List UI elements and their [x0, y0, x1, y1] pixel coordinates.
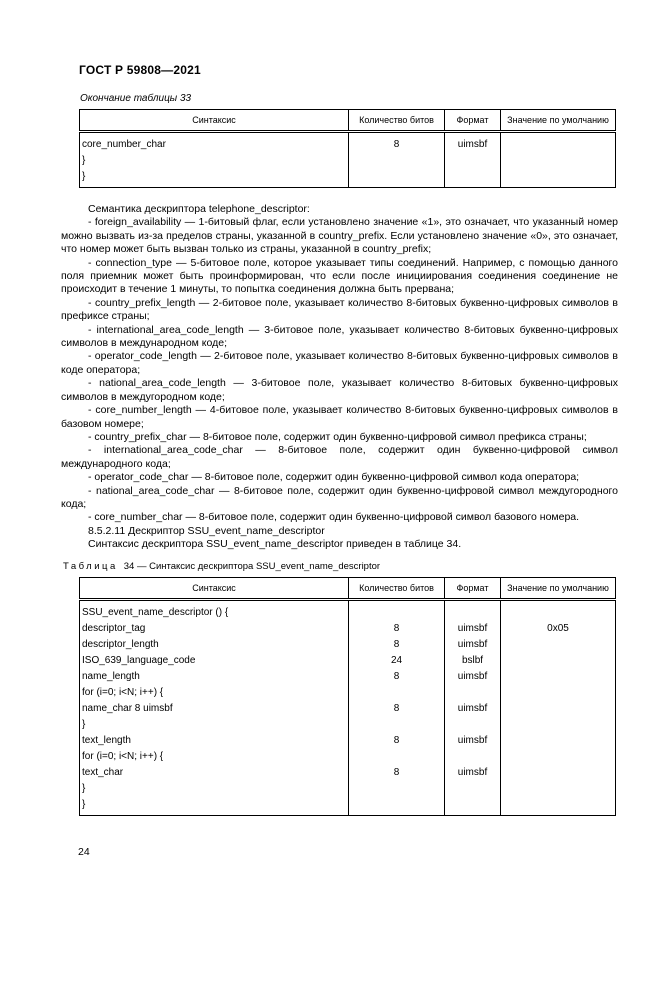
- table-row: [80, 717, 616, 733]
- table-row: [80, 733, 616, 749]
- paragraph: - operator_code_char — 8-битовое поле, содержит один буквенно-цифровой символ кода оператора;: [88, 471, 580, 484]
- bits-cell: 8: [349, 765, 445, 781]
- format-cell: uimsbf: [445, 132, 501, 154]
- bits-cell: 8: [349, 637, 445, 653]
- format-cell: [445, 153, 501, 169]
- format-cell: uimsbf: [445, 669, 501, 685]
- bits-cell: [349, 685, 445, 701]
- bits-cell: [349, 599, 445, 621]
- paragraph: 8.5.2.11 Дескриптор SSU_event_name_descriptor: [88, 524, 325, 537]
- syntax-cell: name_length: [80, 669, 349, 685]
- format-cell: [445, 599, 501, 621]
- default-cell: [501, 653, 616, 669]
- default-cell: [501, 733, 616, 749]
- format-cell: uimsbf: [445, 701, 501, 717]
- default-cell: [501, 153, 616, 169]
- syntax-cell: }: [80, 781, 349, 797]
- table-header-row: [80, 110, 616, 132]
- table-row: [80, 701, 616, 717]
- column-header-default: Значение по умолчанию: [501, 577, 616, 599]
- bits-cell: [349, 153, 445, 169]
- column-header-syntax: Синтаксис: [80, 577, 349, 599]
- syntax-cell: for (i=0; i<N; i++) {: [80, 749, 349, 765]
- table-34: [79, 577, 616, 816]
- table33-continuation-caption: Окончание таблицы 33: [80, 93, 192, 104]
- bits-cell: [349, 781, 445, 797]
- format-cell: [445, 169, 501, 188]
- table-row: [80, 669, 616, 685]
- bits-cell: 8: [349, 669, 445, 685]
- table-row: [80, 153, 616, 169]
- bits-cell: 8: [349, 621, 445, 637]
- document-header: ГОСТ Р 59808—2021: [79, 63, 201, 77]
- default-cell: [501, 765, 616, 781]
- paragraph: - country_prefix_char — 8-битовое поле, содержит один буквенно-цифровой символ префикса страны;: [88, 430, 587, 443]
- table-row: [80, 621, 616, 637]
- bits-cell: 8: [349, 701, 445, 717]
- paragraph: - core_number_char — 8-битовое поле, содержит один буквенно-цифровой символ базового номера.: [88, 511, 580, 524]
- table-row: [80, 637, 616, 653]
- syntax-cell: ISO_639_language_code: [80, 653, 349, 669]
- table-row: [80, 797, 616, 816]
- column-header-syntax: Синтаксис: [80, 110, 349, 132]
- syntax-cell: }: [80, 717, 349, 733]
- bits-cell: 8: [349, 733, 445, 749]
- format-cell: uimsbf: [445, 765, 501, 781]
- syntax-cell: core_number_char: [80, 132, 349, 154]
- format-cell: bslbf: [445, 653, 501, 669]
- default-cell: [501, 599, 616, 621]
- paragraph: - national_area_code_char — 8-битовое поле, содержит один буквенно-цифровой символ междугородного кода;: [61, 484, 618, 510]
- bits-cell: 24: [349, 653, 445, 669]
- paragraph: Семантика дескриптора telephone_descriptor:: [88, 203, 310, 215]
- default-cell: [501, 781, 616, 797]
- paragraph: - international_area_code_char — 8-битовое поле, содержит один буквенно-цифровой символ международного кода;: [61, 444, 618, 470]
- bits-cell: 8: [349, 132, 445, 154]
- default-cell: [501, 132, 616, 154]
- bits-cell: [349, 717, 445, 733]
- syntax-cell: descriptor_tag: [80, 621, 349, 637]
- format-cell: uimsbf: [445, 733, 501, 749]
- paragraph: - operator_code_length — 2-битовое поле, указывает количество 8-битовых буквенно-цифровых символов в коде оператора;: [61, 350, 618, 376]
- syntax-cell: for (i=0; i<N; i++) {: [80, 685, 349, 701]
- format-cell: [445, 749, 501, 765]
- syntax-cell: name_char 8 uimsbf: [80, 701, 349, 717]
- syntax-cell: text_length: [80, 733, 349, 749]
- column-header-bits: Количество битов: [349, 110, 445, 132]
- column-header-format: Формат: [445, 577, 501, 599]
- table-row: [80, 169, 616, 188]
- paragraph: - connection_type — 5-битовое поле, которое указывает типы соединений. Например, с помощью данного поля приемник может быть проинформирован, что если после инициирования соединения соединение не происходит в течение 1 минуты, то попытка соединения должна быть прервана;: [61, 256, 618, 296]
- column-header-default: Значение по умолчанию: [501, 110, 616, 132]
- paragraph: - core_number_length — 4-битовое поле, указывает количество 8-битовых буквенно-цифровых символов в базовом номере;: [61, 404, 618, 430]
- format-cell: uimsbf: [445, 621, 501, 637]
- table34-caption-text: 34 — Синтаксис дескриптора SSU_event_name_descriptor: [123, 560, 381, 572]
- paragraph: - international_area_code_length — 3-битовое поле, указывает количество 8-битовых буквенно-цифровых символов в международном коде;: [61, 323, 618, 350]
- syntax-cell: }: [80, 153, 349, 169]
- default-cell: [501, 749, 616, 765]
- paragraph: - foreign_availability — 1-битовый флаг, если установлено значение «1», это означает, что указанный номер можно вызвать из-за пределов страны, указанной в country_prefix. Если установлено значение «0», это означает, что номер может быть вызван только из страны, указанной в country_prefix;: [61, 216, 618, 256]
- format-cell: [445, 797, 501, 816]
- format-cell: [445, 685, 501, 701]
- syntax-cell: }: [80, 169, 349, 188]
- paragraph: - national_area_code_length — 3-битовое поле, указывает количество 8-битовых буквенно-цифровых символов в междугородном коде;: [61, 377, 618, 403]
- bits-cell: [349, 797, 445, 816]
- syntax-cell: descriptor_length: [80, 637, 349, 653]
- format-cell: uimsbf: [445, 637, 501, 653]
- table-row: [80, 749, 616, 765]
- default-cell: 0x05: [501, 621, 616, 637]
- default-cell: [501, 701, 616, 717]
- table-33: [79, 109, 616, 188]
- column-header-bits: Количество битов: [349, 577, 445, 599]
- format-cell: [445, 717, 501, 733]
- semantics-text: [61, 203, 618, 552]
- column-header-format: Формат: [445, 110, 501, 132]
- default-cell: [501, 685, 616, 701]
- table34-caption-label: Таблица: [63, 560, 118, 572]
- format-cell: [445, 781, 501, 797]
- default-cell: [501, 717, 616, 733]
- table-row: [80, 685, 616, 701]
- paragraph: - country_prefix_length — 2-битовое поле, указывает количество 8-битовых буквенно-цифровых символов в префиксе страны;: [61, 296, 618, 323]
- syntax-cell: }: [80, 797, 349, 816]
- table34-caption: [63, 561, 661, 572]
- default-cell: [501, 797, 616, 816]
- page-number: 24: [78, 845, 90, 858]
- bits-cell: [349, 749, 445, 765]
- bits-cell: [349, 169, 445, 188]
- syntax-cell: text_char: [80, 765, 349, 781]
- paragraph: Синтаксис дескриптора SSU_event_name_descriptor приведен в таблице 34.: [88, 538, 462, 551]
- default-cell: [501, 669, 616, 685]
- table-row: [80, 599, 616, 621]
- table-row: [80, 132, 616, 154]
- table-row: [80, 765, 616, 781]
- table-header-row: [80, 577, 616, 599]
- default-cell: [501, 637, 616, 653]
- syntax-cell: SSU_event_name_descriptor () {: [80, 599, 349, 621]
- default-cell: [501, 169, 616, 188]
- table-row: [80, 653, 616, 669]
- table-row: [80, 781, 616, 797]
